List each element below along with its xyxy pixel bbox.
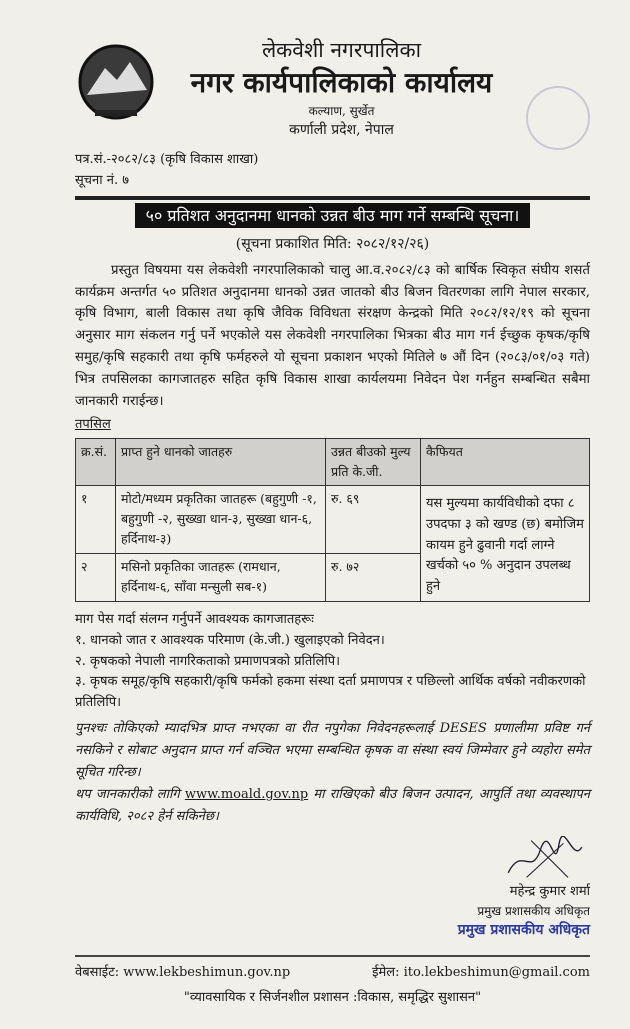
notice-body: प्रस्तुत विषयमा यस लेकवेशी नगरपालिकाको चालु आ.व.२०८२/८३ को बार्षिक स्विकृत संघीय शसर्त कार्यक्रम अन्तर्गत ५० प्रतिशत अनुदानमा धानको उन्नत जातको बीउ बिजन वितरणका लागि नेपाल सरकार, कृषि विभाग, बाली विकास तथा कृषि जैविक विविधता संरक्षण केन्द्रको मिति २०८२/१२/१९ को सूचना अनुसार माग संकलन गर्नु पर्ने भएकोले यस लेकवेशी नगरपालिका भित्रका बीउ माग गर्न ईच्छुक कृषक/कृषि समुह/कृषि सहकारी तथा कृषि फर्महरुले यो सूचना प्रकाशन भएको मितिले ७ औं दिन (२०८३/०१/०३ गते) भित्र तपसिलका कागजातहरु सहित कृषि विकास शाखा कार्यलयमा निवेदन पेश गर्नहुन सम्बन्धित सबैमा जानकारी गराईन्छ। [75,262,590,410]
header-divider [75,196,590,200]
letterhead [75,36,590,150]
col-serial: क्र.सं. [76,438,116,485]
col-varieties: प्राप्त हुने धानको जातहरु [116,438,326,485]
published-date: (सूचना प्रकाशित मिति: २०८२/१२/२६) [235,236,430,253]
price-cell: रु. ७२ [326,554,421,602]
signatory-name: महेन्द्र कुमार शर्मा [509,884,590,900]
details-label: तपसिल [75,417,111,433]
requirements-heading: माग पेस गर्दा संलग्न गर्नुपर्ने आवश्यक कागजातहरूः [75,611,314,627]
office-name: नगर कार्यपालिकाको कार्यालय [190,66,493,100]
remarks-cell: यस मुल्यमा कार्यविधीको दफा ८ उपदफा ३ को खण्ड (छ) बमोजिम कायम हुने ढुवानी गर्दा लाग्ने खर्चको ५० % अनुदान उपलब्ध हुने [421,485,590,601]
moald-link[interactable]: www.moald.gov.np [184,787,309,803]
price-cell: रु. ६९ [326,485,421,553]
table-header-row [76,438,590,485]
office-province: कर्णाली प्रदेश, नेपाल [289,122,394,139]
signatory-title: प्रमुख प्रशासकीय अधिकृत [477,903,590,918]
office-seal-stamp [526,86,590,150]
varieties-cell: मसिनो प्रकृतिका जातहरू (रामधान, हर्दिनाथ-६, साँवा मन्सुली सब-१) [116,554,326,602]
postscript-text: पुनश्चः तोकिएको म्यादभित्र प्राप्त नभएका वा रीत नपुगेका निवेदनहरूलाई DESES प्रणालीमा प्रविष्ट गर्न नसकिने र सोबाट अनुदान प्राप्त गर्न वञ्चित भएमा सम्बन्धित कृषक वा संस्था स्वयं जिम्मेवार हुने व्यहोरा समेत सूचित गरिन्छ। [75,720,590,781]
footer-divider [75,955,590,957]
seed-variety-table [75,438,590,602]
col-price: उन्नत बीउको मुल्य प्रति के.जी. [326,438,421,485]
footer-contacts [75,963,590,983]
letterhead-text [157,36,526,141]
requirement-item: २. कृषकको नेपाली नागरिकताको प्रमाणपत्रको प्रतिलिपि। [75,653,341,669]
signature-block [390,836,590,941]
footer-slogan: "व्यावसायिक र सिर्जनशील प्रशासन :विकास, समृद्धिर सुशासन" [183,990,482,1006]
col-remarks: कैफियत [421,438,590,485]
postscript-more-info: थप जानकारीको लागि [75,787,185,803]
notice-title: ५० प्रतिशत अनुदानमा धानको उन्नत बीउ माग गर्ने सम्बन्धि सूचना। [135,203,530,229]
office-location: कल्याण, सुर्खेत [308,104,375,119]
signatory-stamp: प्रमुख प्रशासकीय अधिकृत [457,921,590,938]
municipality-name: लेकवेशी नगरपालिका [261,38,422,62]
footer-email[interactable]: ईमेल: ito.lekbeshimun@gmail.com [372,964,590,980]
requirements-section [75,610,590,714]
signature [500,836,590,882]
table-row [76,485,590,553]
requirement-item: १. धानको जात र आवश्यक परिमाण (के.जी.) खुलाइएको निवेदन। [75,632,385,648]
notice-number: सूचना नं. ७ [75,172,129,188]
varieties-cell: मोटो/मध्यम प्रकृतिका जातहरू (बहुगुणी -१, बहुगुणी -२, सुख्खा धान-३, सुख्खा धान-६, हर्दिनाथ-३) [116,485,326,553]
postscript [75,718,590,828]
serial-cell: २ [76,554,116,602]
footer-website[interactable]: वेबसाईट: www.lekbeshimun.gov.np [75,964,291,980]
serial-cell: १ [76,485,116,553]
nepal-emblem-logo [75,40,157,120]
postscript-more-info-rest: मा राखिएको बीउ बिजन उत्पादन, आपुर्ति तथा व्यवस्थापन कार्यविधि, २०८२ हेर्न सकिनेछ। [75,787,590,825]
requirement-item: ३. कृषक समूह/कृषि सहकारी/कृषि फर्मको हकमा संस्था दर्ता प्रमाणपत्र र पछिल्लो आर्थिक वर्षको नवीकरणको प्रतिलिपि। [75,674,586,711]
reference-number: पत्र.सं.-२०८२/८३ (कृषि विकास शाखा) [75,152,259,167]
